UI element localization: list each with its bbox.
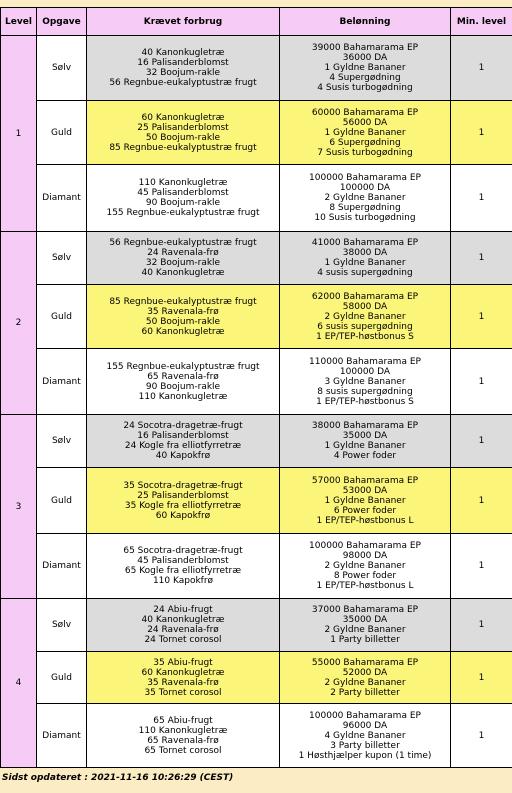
reward-item: 36000 DA xyxy=(342,53,388,63)
reward-cell xyxy=(280,652,451,704)
task-name-cell: Guld xyxy=(37,101,87,165)
task-name-cell: Diamant xyxy=(37,534,87,599)
task-name-cell: Diamant xyxy=(37,704,87,768)
required-item: 155 Regnbue-eukalyptustræ frugt xyxy=(106,208,260,218)
reward-item: 35000 DA xyxy=(342,615,388,625)
required-item: 85 Regnbue-eukalyptustræ frugt xyxy=(109,142,257,153)
required-item: 56 Regnbue-eukalyptustræ frugt xyxy=(109,78,257,88)
required-cell xyxy=(87,599,280,652)
reward-cell xyxy=(280,349,451,415)
required-item: 40 Kanonkugletræ xyxy=(141,48,225,58)
reward-item: 38000 DA xyxy=(342,248,388,258)
task-table xyxy=(0,7,512,768)
reward-item: 62000 Bahamarama EP xyxy=(311,291,419,302)
reward-item: 1 Party billetter xyxy=(330,635,400,645)
required-cell xyxy=(87,101,280,165)
reward-item: 55000 Bahamarama EP xyxy=(311,657,419,668)
reward-item: 57000 Bahamarama EP xyxy=(311,475,419,486)
reward-item: 53000 DA xyxy=(342,485,388,496)
min-level-cell: 1 xyxy=(451,165,512,232)
required-item: 35 Kogle fra elliotfyrretræ xyxy=(124,500,242,511)
reward-item: 96000 DA xyxy=(342,720,388,731)
reward-item: 100000 Bahamarama EP xyxy=(309,710,421,721)
reward-cell xyxy=(280,165,451,232)
reward-item: 4 susis supergødning xyxy=(317,268,413,278)
task-name-cell: Guld xyxy=(37,468,87,534)
reward-cell xyxy=(280,704,451,768)
min-level-cell: 1 xyxy=(451,232,512,285)
reward-item: 39000 Bahamarama EP xyxy=(311,43,419,53)
reward-item: 1 Gyldne Bananer xyxy=(324,258,406,268)
reward-item: 1 Gyldne Bananer xyxy=(324,441,406,451)
required-cell xyxy=(87,415,280,468)
reward-item: 2 Gyldne Bananer xyxy=(324,561,406,571)
reward-item: 8 susis supergødning xyxy=(317,386,413,397)
required-item: 60 Kanonkugletræ xyxy=(141,326,225,337)
header-min-level: Min. level xyxy=(451,8,512,36)
required-item: 110 Kapokfrø xyxy=(152,576,214,586)
reward-item: 2 Gyldne Bananer xyxy=(324,193,406,203)
task-name-cell: Sølv xyxy=(37,232,87,285)
required-item: 40 Kanonkugletræ xyxy=(141,268,225,278)
reward-item: 1 EP/TEP-høstbonus S xyxy=(316,331,414,342)
level-cell: 2 xyxy=(1,232,37,415)
table-row xyxy=(1,36,512,101)
reward-item: 58000 DA xyxy=(342,301,388,312)
reward-item: 2 Gyldne Bananer xyxy=(324,677,406,688)
required-item: 16 Palisanderblomst xyxy=(137,431,229,441)
reward-cell xyxy=(280,36,451,101)
required-item: 35 Ravenala-frø xyxy=(147,306,219,317)
required-item: 45 Palisanderblomst xyxy=(137,556,229,566)
table-row xyxy=(1,599,512,652)
required-item: 45 Palisanderblomst xyxy=(137,188,229,198)
min-level-cell: 1 xyxy=(451,36,512,101)
min-level-cell: 1 xyxy=(451,468,512,534)
required-cell xyxy=(87,349,280,415)
table-row xyxy=(1,468,512,534)
required-item: 40 Kapokfrø xyxy=(155,451,211,461)
required-item: 32 Boojum-rakle xyxy=(145,258,221,268)
reward-item: 3 Gyldne Bananer xyxy=(324,376,406,387)
reward-item: 8 Power foder xyxy=(333,571,397,581)
required-item: 65 Ravenala-frø xyxy=(147,371,219,382)
task-name-cell: Diamant xyxy=(37,165,87,232)
required-item: 65 Socotra-dragetræ-frugt xyxy=(123,546,243,556)
level-cell: 1 xyxy=(1,36,37,232)
required-item: 25 Palisanderblomst xyxy=(137,490,229,501)
table-row xyxy=(1,415,512,468)
reward-item: 2 Gyldne Bananer xyxy=(324,311,406,322)
reward-item: 6 Power foder xyxy=(333,505,397,516)
required-item: 110 Kanonkugletræ xyxy=(138,178,228,188)
required-item: 110 Kanonkugletræ xyxy=(138,391,228,402)
reward-item: 10 Susis turbogødning xyxy=(314,213,416,223)
required-item: 110 Kanonkugletræ xyxy=(138,725,228,736)
required-item: 16 Palisanderblomst xyxy=(137,58,229,68)
required-item: 50 Boojum-rakle xyxy=(145,132,221,143)
table-row xyxy=(1,704,512,768)
reward-item: 110000 Bahamarama EP xyxy=(309,356,421,367)
reward-item: 4 Susis turbogødning xyxy=(317,83,413,93)
required-item: 60 Kapokfrø xyxy=(155,510,211,521)
required-cell xyxy=(87,468,280,534)
required-item: 85 Regnbue-eukalyptustræ frugt xyxy=(109,296,257,307)
task-name-cell: Sølv xyxy=(37,415,87,468)
reward-item: 7 Susis turbogødning xyxy=(317,147,413,158)
reward-cell xyxy=(280,285,451,349)
reward-cell xyxy=(280,101,451,165)
required-item: 60 Kanonkugletræ xyxy=(141,112,225,123)
min-level-cell: 1 xyxy=(451,534,512,599)
required-cell xyxy=(87,165,280,232)
required-item: 90 Boojum-rakle xyxy=(145,198,221,208)
required-cell xyxy=(87,704,280,768)
header-required: Krævet forbrug xyxy=(87,8,280,36)
required-item: 24 Kogle fra elliotfyrretræ xyxy=(124,441,242,451)
header-level: Level xyxy=(1,8,37,36)
reward-item: 1 EP/TEP-høstbonus S xyxy=(316,396,414,407)
reward-item: 4 Gyldne Bananer xyxy=(324,730,406,741)
required-cell xyxy=(87,36,280,101)
required-item: 25 Palisanderblomst xyxy=(137,122,229,133)
reward-item: 52000 DA xyxy=(342,667,388,678)
task-name-cell: Sølv xyxy=(37,599,87,652)
reward-cell xyxy=(280,232,451,285)
task-name-cell: Diamant xyxy=(37,349,87,415)
table-row xyxy=(1,101,512,165)
reward-item: 60000 Bahamarama EP xyxy=(311,107,419,118)
required-item: 24 Abiu-frugt xyxy=(153,605,213,615)
reward-item: 1 Gyldne Bananer xyxy=(324,495,406,506)
required-cell xyxy=(87,285,280,349)
task-name-cell: Guld xyxy=(37,285,87,349)
required-item: 65 Abiu-frugt xyxy=(153,715,213,726)
reward-item: 1 Gyldne Bananer xyxy=(324,127,406,138)
required-item: 35 Abiu-frugt xyxy=(153,657,213,668)
reward-item: 8 Supergødning xyxy=(329,203,401,213)
required-item: 24 Ravenala-frø xyxy=(147,248,219,258)
required-item: 155 Regnbue-eukalyptustræ frugt xyxy=(106,361,260,372)
min-level-cell: 1 xyxy=(451,285,512,349)
min-level-cell: 1 xyxy=(451,349,512,415)
reward-item: 37000 Bahamarama EP xyxy=(311,605,419,615)
header-reward: Belønning xyxy=(280,8,451,36)
required-item: 60 Kanonkugletræ xyxy=(141,667,225,678)
header-row xyxy=(1,8,512,36)
table-row xyxy=(1,652,512,704)
required-item: 24 Socotra-dragetræ-frugt xyxy=(123,421,243,431)
min-level-cell: 1 xyxy=(451,652,512,704)
required-item: 50 Boojum-rakle xyxy=(145,316,221,327)
reward-item: 2 Party billetter xyxy=(330,687,400,698)
required-item: 35 Tornet corosol xyxy=(144,687,222,698)
table-row xyxy=(1,285,512,349)
required-item: 32 Boojum-rakle xyxy=(145,68,221,78)
min-level-cell: 1 xyxy=(451,704,512,768)
reward-item: 100000 DA xyxy=(339,366,391,377)
last-updated: Sidst opdateret : 2021-11-16 10:26:29 (CEST) xyxy=(2,773,234,783)
required-item: 65 Kogle fra elliotfyrretræ xyxy=(124,566,242,576)
reward-item: 98000 DA xyxy=(342,551,388,561)
reward-item: 4 Supergødning xyxy=(329,73,401,83)
reward-item: 6 susis supergødning xyxy=(317,321,413,332)
reward-item: 1 Høsthjælper kupon (1 time) xyxy=(298,750,432,761)
required-item: 65 Tornet corosol xyxy=(144,745,222,756)
required-item: 40 Kanonkugletræ xyxy=(141,615,225,625)
reward-item: 6 Supergødning xyxy=(329,137,401,148)
header-task: Opgave xyxy=(37,8,87,36)
reward-item: 38000 Bahamarama EP xyxy=(311,421,419,431)
level-cell: 4 xyxy=(1,599,37,768)
required-item: 35 Ravenala-frø xyxy=(147,677,219,688)
required-item: 35 Socotra-dragetræ-frugt xyxy=(123,480,243,491)
table-row xyxy=(1,534,512,599)
reward-cell xyxy=(280,415,451,468)
reward-item: 100000 DA xyxy=(339,183,391,193)
reward-item: 1 Gyldne Bananer xyxy=(324,63,406,73)
reward-item: 1 EP/TEP-høstbonus L xyxy=(316,581,414,591)
required-cell xyxy=(87,652,280,704)
reward-item: 41000 Bahamarama EP xyxy=(311,238,419,248)
min-level-cell: 1 xyxy=(451,415,512,468)
task-name-cell: Sølv xyxy=(37,36,87,101)
required-cell xyxy=(87,534,280,599)
required-item: 90 Boojum-rakle xyxy=(145,381,221,392)
table-row xyxy=(1,232,512,285)
reward-item: 100000 Bahamarama EP xyxy=(309,541,421,551)
reward-item: 1 EP/TEP-høstbonus L xyxy=(316,515,414,526)
reward-item: 2 Gyldne Bananer xyxy=(324,625,406,635)
reward-item: 56000 DA xyxy=(342,117,388,128)
table-body xyxy=(1,36,512,768)
required-item: 24 Tornet corosol xyxy=(144,635,222,645)
required-item: 24 Ravenala-frø xyxy=(147,625,219,635)
reward-item: 35000 DA xyxy=(342,431,388,441)
required-cell xyxy=(87,232,280,285)
reward-cell xyxy=(280,534,451,599)
reward-item: 100000 Bahamarama EP xyxy=(309,173,421,183)
min-level-cell: 1 xyxy=(451,599,512,652)
table-row xyxy=(1,349,512,415)
reward-item: 3 Party billetter xyxy=(330,740,400,751)
required-item: 65 Ravenala-frø xyxy=(147,735,219,746)
min-level-cell: 1 xyxy=(451,101,512,165)
level-cell: 3 xyxy=(1,415,37,599)
table-row xyxy=(1,165,512,232)
reward-item: 4 Power foder xyxy=(333,451,397,461)
reward-cell xyxy=(280,468,451,534)
required-item: 56 Regnbue-eukalyptustræ frugt xyxy=(109,238,257,248)
task-name-cell: Guld xyxy=(37,652,87,704)
reward-cell xyxy=(280,599,451,652)
